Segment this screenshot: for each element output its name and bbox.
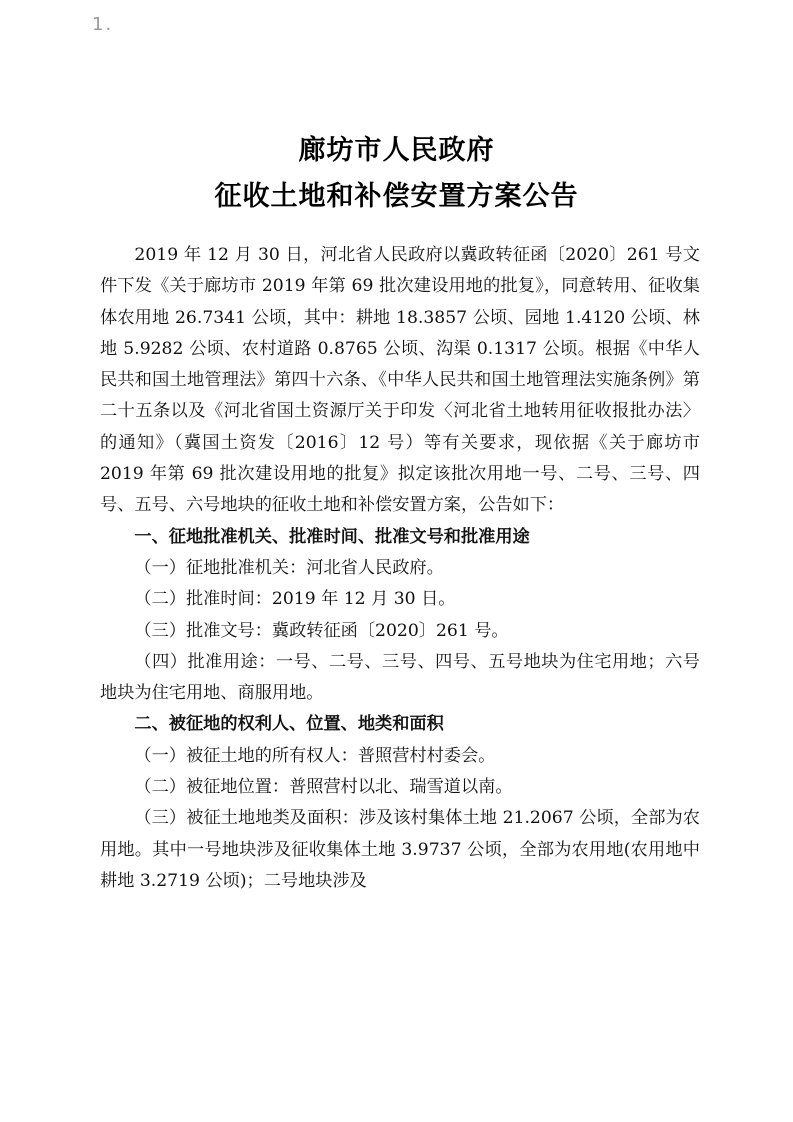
intro-paragraph: 2019 年 12 月 30 日，河北省人民政府以冀政转征函〔2020〕261 号文件下发《关于廊坊市 2019 年第 69 批次建设用地的批复》，同意转用、征收集体农用地 26.7341 公顷，其中：耕地 18.3857 公顷、园地 1.4120 公顷、林地 5.9282 公顷、农村道路 0.8765 公顷、沟渠 0.1317 公顷。根据《中华人民共和国土地管理法》第四十六条、《中华人民共和国土地管理法实施条例》第二十五条以及《河北省国土资源厅关于印发〈河北省土地转用征收报批办法〉的通知》（冀国土资发〔2016〕12 号）等有关要求，现依据《关于廊坊市 2019 年第 69 批次建设用地的批复》拟定该批次用地一号、二号、三号、四号、五号、六号地块的征收土地和补偿安置方案，公告如下： (100, 245, 700, 516)
approval-date: （二）批准时间：2019 年 12 月 30 日。 (134, 589, 456, 610)
approval-document-number: （三）批准文号：冀政转征函〔2020〕261 号。 (134, 620, 509, 641)
land-type-and-area: （三）被征土地地类及面积：涉及该村集体土地 21.2067 公顷，全部为农用地。其中一号地块涉及征收集体土地 3.9737 公顷，全部为农用地(农用地中耕地 3.2719 公顷)；二号地块涉及 (100, 808, 700, 891)
page-title-issuer: 廊坊市人民政府 (298, 135, 495, 166)
land-location: （二）被征地位置：普照营村以北、瑞雪道以南。 (134, 777, 513, 798)
announcement-body (100, 240, 700, 897)
approval-authority: （一）征地批准机关：河北省人民政府。 (134, 557, 444, 578)
land-owner: （一）被征土地的所有权人：普照营村村委会。 (134, 745, 496, 766)
approval-purpose: （四）批准用途：一号、二号、三号、四号、五号地块为住宅用地；六号地块为住宅用地、商服用地。 (100, 651, 700, 704)
section-heading-approval: 一、征地批准机关、批准时间、批准文号和批准用途 (134, 526, 530, 547)
page-title-subject: 征收土地和补偿安置方案公告 (214, 181, 579, 212)
section-heading-rights-holders: 二、被征地的权利人、位置、地类和面积 (134, 714, 444, 735)
page-corner-mark: 1. (92, 14, 114, 35)
